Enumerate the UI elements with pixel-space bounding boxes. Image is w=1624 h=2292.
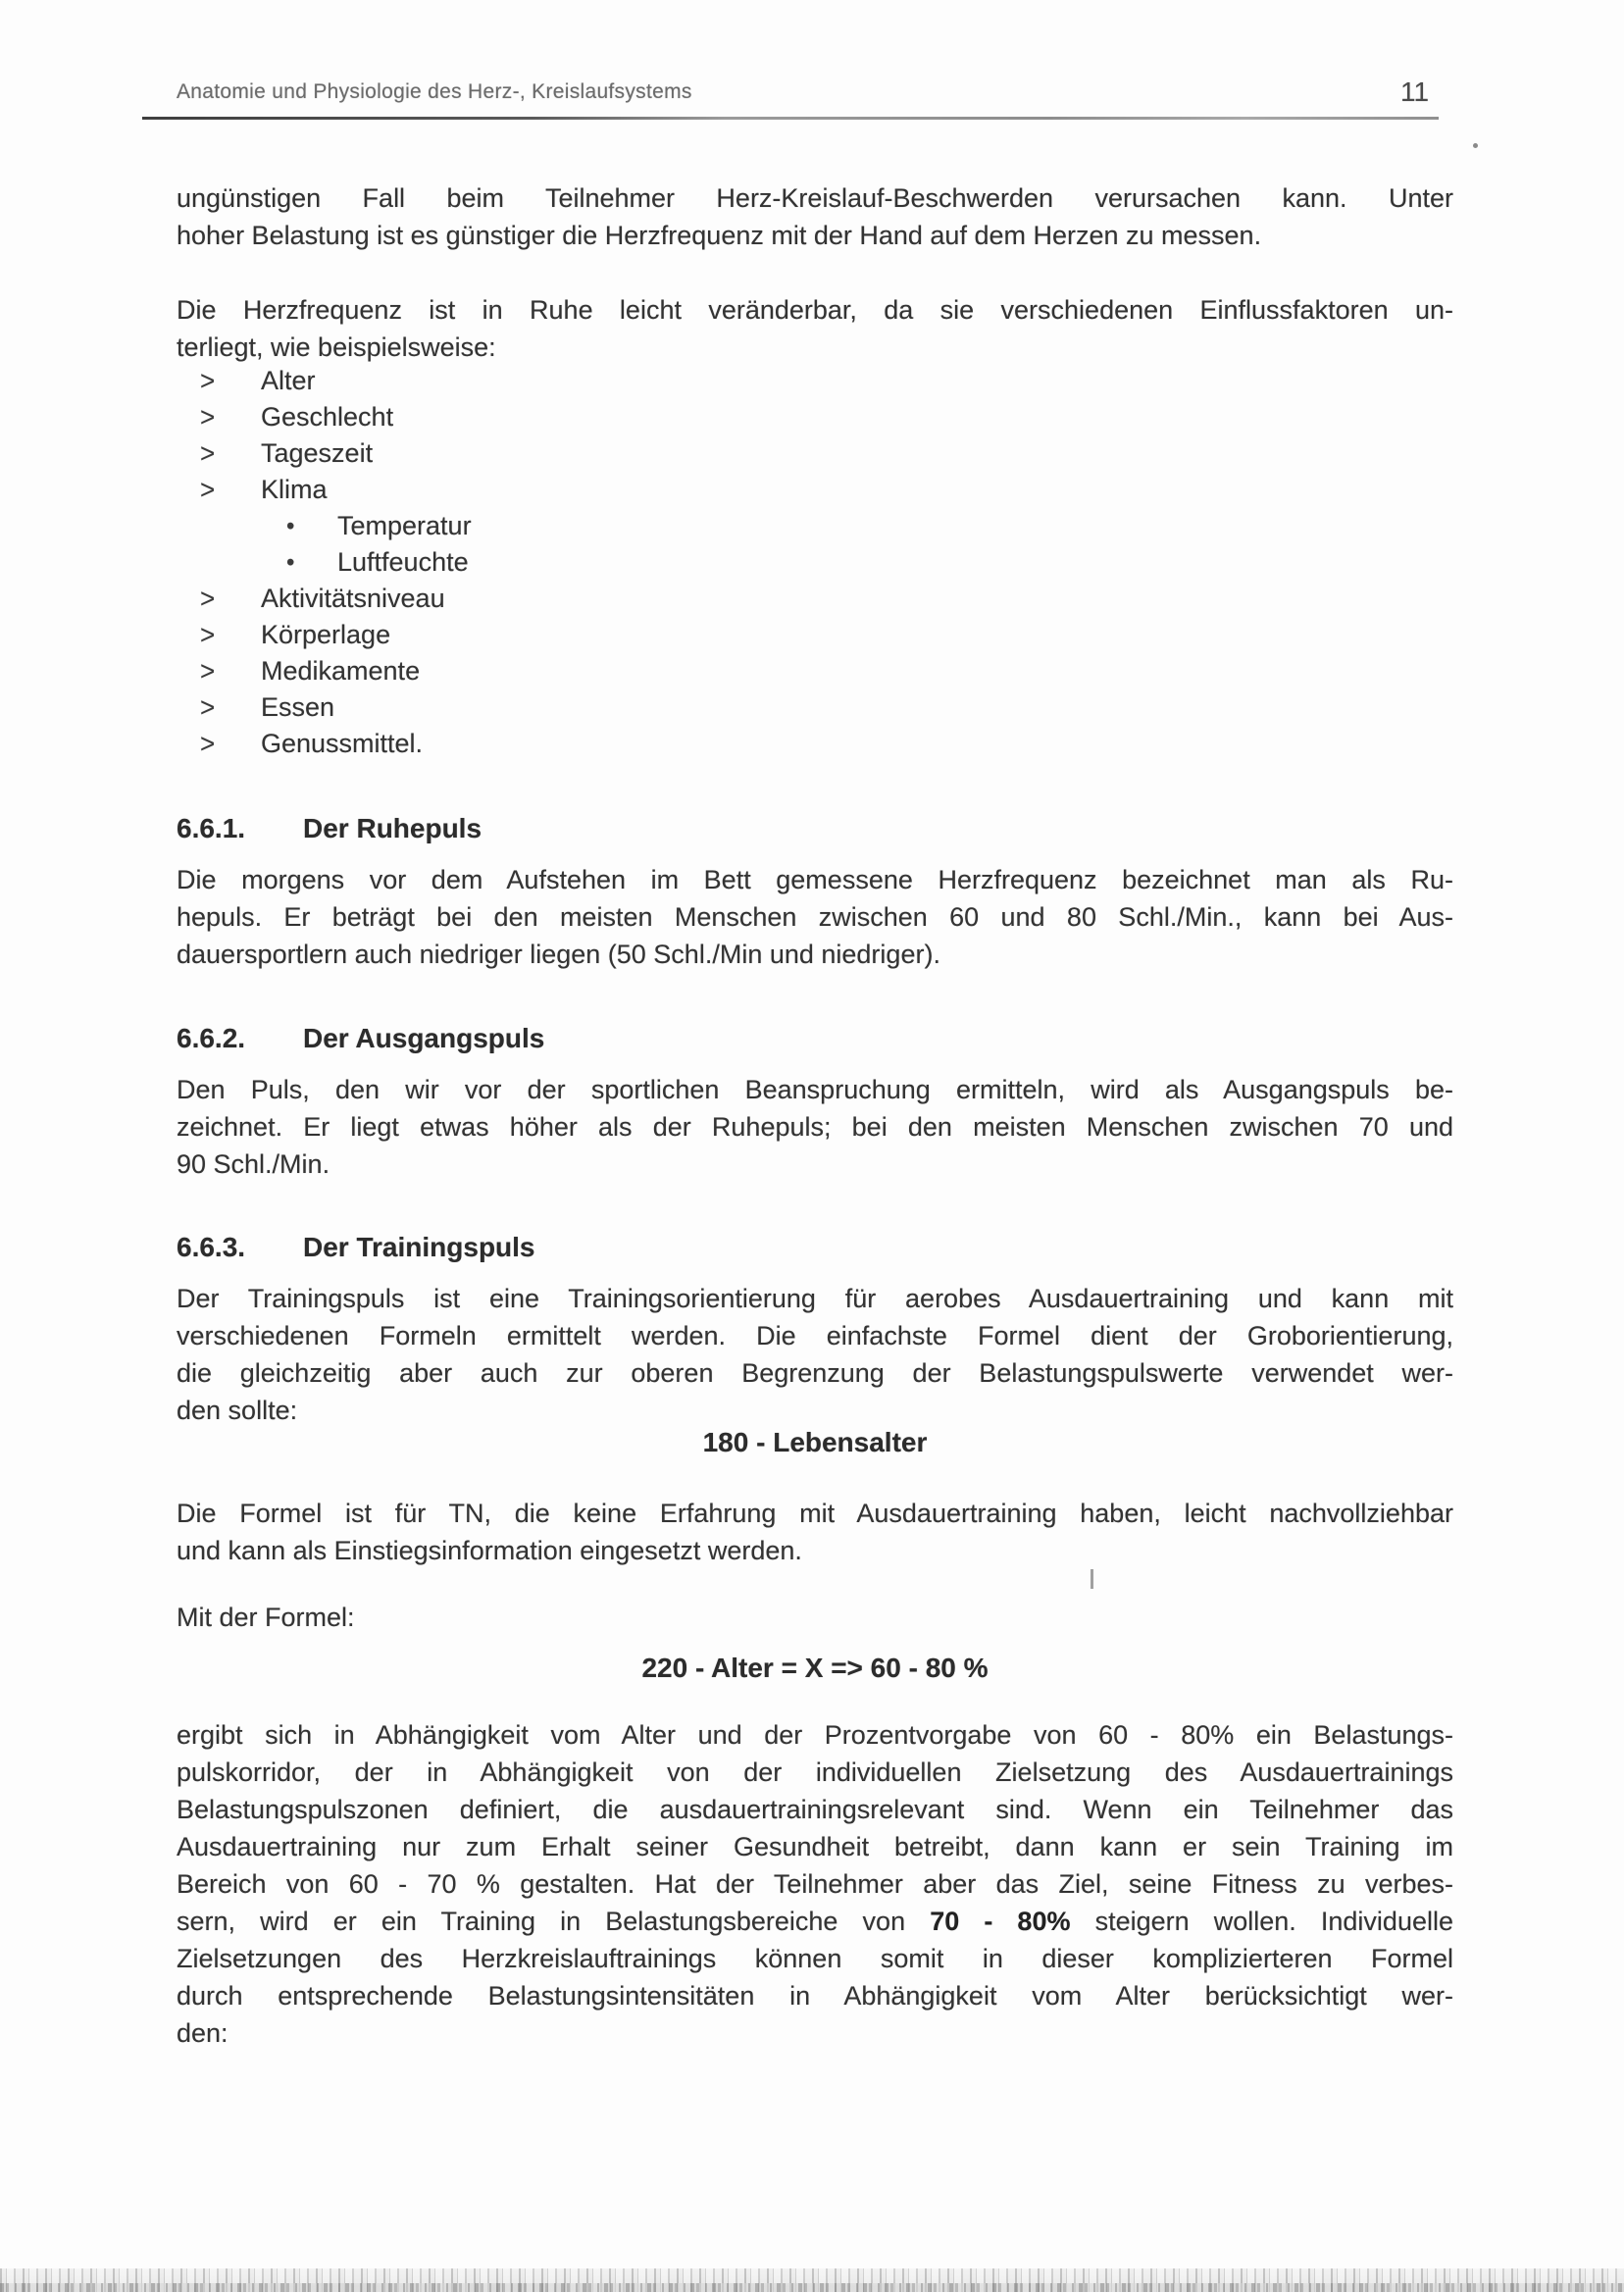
list-item-label: Luftfeuchte bbox=[337, 547, 469, 577]
list-item bbox=[177, 726, 1453, 762]
text-line: Bereich von 60 - 70 % gestalten. Hat der Teilnehmer aber das Ziel, seine Fitness zu verbes- bbox=[177, 1869, 1453, 1899]
text-line: Den Puls, den wir vor der sportlichen Beanspruchung ermitteln, wird als Ausgangspuls be- bbox=[177, 1075, 1453, 1104]
list-item bbox=[177, 689, 1453, 726]
text-line: Belastungspulszonen definiert, die ausdauertrainingsrelevant sind. Wenn ein Teilnehmer das bbox=[177, 1795, 1453, 1824]
list-item bbox=[177, 472, 1453, 508]
arrowhead-bullet-icon: > bbox=[200, 619, 216, 650]
list-item bbox=[177, 617, 1453, 653]
paragraph-trainingspuls-2 bbox=[177, 1495, 1453, 1569]
arrowhead-bullet-icon: > bbox=[200, 437, 216, 469]
bold-percent-range: 70 - 80% bbox=[930, 1907, 1071, 1936]
text-line: Ausdauertraining nur zum Erhalt seiner Gesundheit betreibt, dann kann er sein Training im bbox=[177, 1832, 1453, 1861]
section-number: 6.6.3. bbox=[177, 1232, 246, 1262]
section-title: Der Ruhepuls bbox=[303, 813, 482, 843]
text-line: zeichnet. Er liegt etwas höher als der Ruhepuls; bei den meisten Menschen zwischen 70 und bbox=[177, 1112, 1453, 1142]
text-line: hepuls. Er beträgt bei den meisten Menschen zwischen 60 und 80 Schl./Min., kann bei Aus- bbox=[177, 902, 1453, 932]
text-line: und kann als Einstiegsinformation eingesetzt werden. bbox=[177, 1536, 802, 1565]
scan-edge-noise-band bbox=[0, 2268, 1624, 2292]
list-item-label: Essen bbox=[261, 692, 335, 722]
text-line: pulskorridor, der in Abhängigkeit von der individuellen Zielsetzung des Ausdauertrainings bbox=[177, 1757, 1453, 1787]
text-line: Die Herzfrequenz ist in Ruhe leicht veränderbar, da sie verschiedenen Einflussfaktoren un- bbox=[177, 295, 1453, 325]
page-number: 11 bbox=[1400, 76, 1430, 107]
formula-extended: 220 - Alter = X => 60 - 80 % bbox=[641, 1653, 989, 1683]
scan-artifact-dot bbox=[1473, 143, 1478, 148]
text-line: verschiedenen Formeln ermittelt werden. Die einfachste Formel dient der Groborientierung, bbox=[177, 1321, 1453, 1350]
list-item bbox=[177, 581, 1453, 617]
section-title: Der Ausgangspuls bbox=[303, 1023, 545, 1053]
list-item bbox=[177, 399, 1453, 435]
arrowhead-bullet-icon: > bbox=[200, 474, 216, 505]
paragraph-trainingspuls-1 bbox=[177, 1280, 1453, 1429]
list-item bbox=[177, 653, 1453, 689]
text-line: Die morgens vor dem Aufstehen im Bett gemessene Herzfrequenz bezeichnet man als Ru- bbox=[177, 865, 1453, 894]
section-number: 6.6.2. bbox=[177, 1023, 246, 1053]
list-item-label: Tageszeit bbox=[261, 438, 374, 468]
list-item-label: Genussmittel. bbox=[261, 729, 424, 758]
text-line: durch entsprechende Belastungsintensitäten in Abhängigkeit vom Alter berücksichtigt wer- bbox=[177, 1981, 1453, 2011]
section-heading-ausgangspuls bbox=[177, 1020, 1453, 1057]
text-line: hoher Belastung ist es günstiger die Herzfrequenz mit der Hand auf dem Herzen zu messen. bbox=[177, 221, 1262, 250]
paragraph-ruhepuls bbox=[177, 861, 1453, 973]
section-title: Der Trainingspuls bbox=[303, 1232, 535, 1262]
list-item bbox=[177, 435, 1453, 472]
arrowhead-bullet-icon: > bbox=[200, 728, 216, 759]
section-heading-trainingspuls bbox=[177, 1229, 1453, 1266]
text-line: Zielsetzungen des Herzkreislauftrainings können somit in dieser komplizierteren Formel bbox=[177, 1944, 1453, 1973]
sub-list-item bbox=[177, 544, 1453, 581]
text-line-mixed-bold bbox=[177, 1903, 1453, 1940]
arrowhead-bullet-icon: > bbox=[200, 583, 216, 614]
arrowhead-bullet-icon: > bbox=[200, 691, 216, 723]
dot-bullet-icon: • bbox=[286, 512, 295, 540]
list-item-label: Körperlage bbox=[261, 620, 391, 649]
sub-list-item bbox=[177, 508, 1453, 544]
text-line: die gleichzeitig aber auch zur oberen Begrenzung der Belastungspulswerte verwendet wer- bbox=[177, 1358, 1453, 1388]
text-line: 90 Schl./Min. bbox=[177, 1149, 330, 1179]
running-header-title: Anatomie und Physiologie des Herz-, Kreislaufsystems bbox=[177, 80, 692, 103]
text-line: den: bbox=[177, 2018, 228, 2048]
paragraph-trainingspuls-3 bbox=[177, 1716, 1453, 2052]
list-item-label: Klima bbox=[261, 475, 328, 504]
formula-simple: 180 - Lebensalter bbox=[702, 1427, 928, 1457]
text-line: dauersportlern auch niedriger liegen (50 Schl./Min und niedriger). bbox=[177, 940, 940, 969]
paragraph-intro-2 bbox=[177, 291, 1453, 366]
paragraph-intro-1 bbox=[177, 179, 1453, 254]
paragraph-ausgangspuls bbox=[177, 1071, 1453, 1183]
list-item-label: Aktivitätsniveau bbox=[261, 584, 445, 613]
arrowhead-bullet-icon: > bbox=[200, 401, 216, 433]
text-line: den sollte: bbox=[177, 1396, 298, 1425]
dot-bullet-icon: • bbox=[286, 548, 295, 577]
text-segment: sern, wird er ein Training in Belastungsbereiche von bbox=[177, 1907, 931, 1936]
arrowhead-bullet-icon: > bbox=[200, 365, 216, 396]
list-item bbox=[177, 363, 1453, 399]
section-heading-ruhepuls bbox=[177, 810, 1453, 847]
list-item-label: Geschlecht bbox=[261, 402, 394, 432]
text-line: Die Formel ist für TN, die keine Erfahrung mit Ausdauertraining haben, leicht nachvollziehbar bbox=[177, 1499, 1453, 1528]
text-line: Der Trainingspuls ist eine Trainingsorientierung für aerobes Ausdauertraining und kann mit bbox=[177, 1284, 1453, 1313]
arrowhead-bullet-icon: > bbox=[200, 655, 216, 687]
formula-intro-label: Mit der Formel: bbox=[177, 1603, 355, 1632]
text-line: terliegt, wie beispielsweise: bbox=[177, 332, 496, 362]
influence-factors-list bbox=[177, 363, 1453, 762]
section-number: 6.6.1. bbox=[177, 813, 246, 843]
text-segment: steigern wollen. Individuelle bbox=[1070, 1907, 1453, 1936]
list-item-label: Alter bbox=[261, 366, 316, 395]
text-line: ungünstigen Fall beim Teilnehmer Herz-Kreislauf-Beschwerden verursachen kann. Unter bbox=[177, 183, 1453, 213]
list-item-label: Temperatur bbox=[337, 511, 472, 540]
header-rule bbox=[142, 117, 1439, 120]
scan-artifact-tick bbox=[1091, 1569, 1093, 1589]
text-line: ergibt sich in Abhängigkeit vom Alter und der Prozentvorgabe von 60 - 80% ein Belastungs- bbox=[177, 1720, 1453, 1750]
list-item-label: Medikamente bbox=[261, 656, 421, 686]
